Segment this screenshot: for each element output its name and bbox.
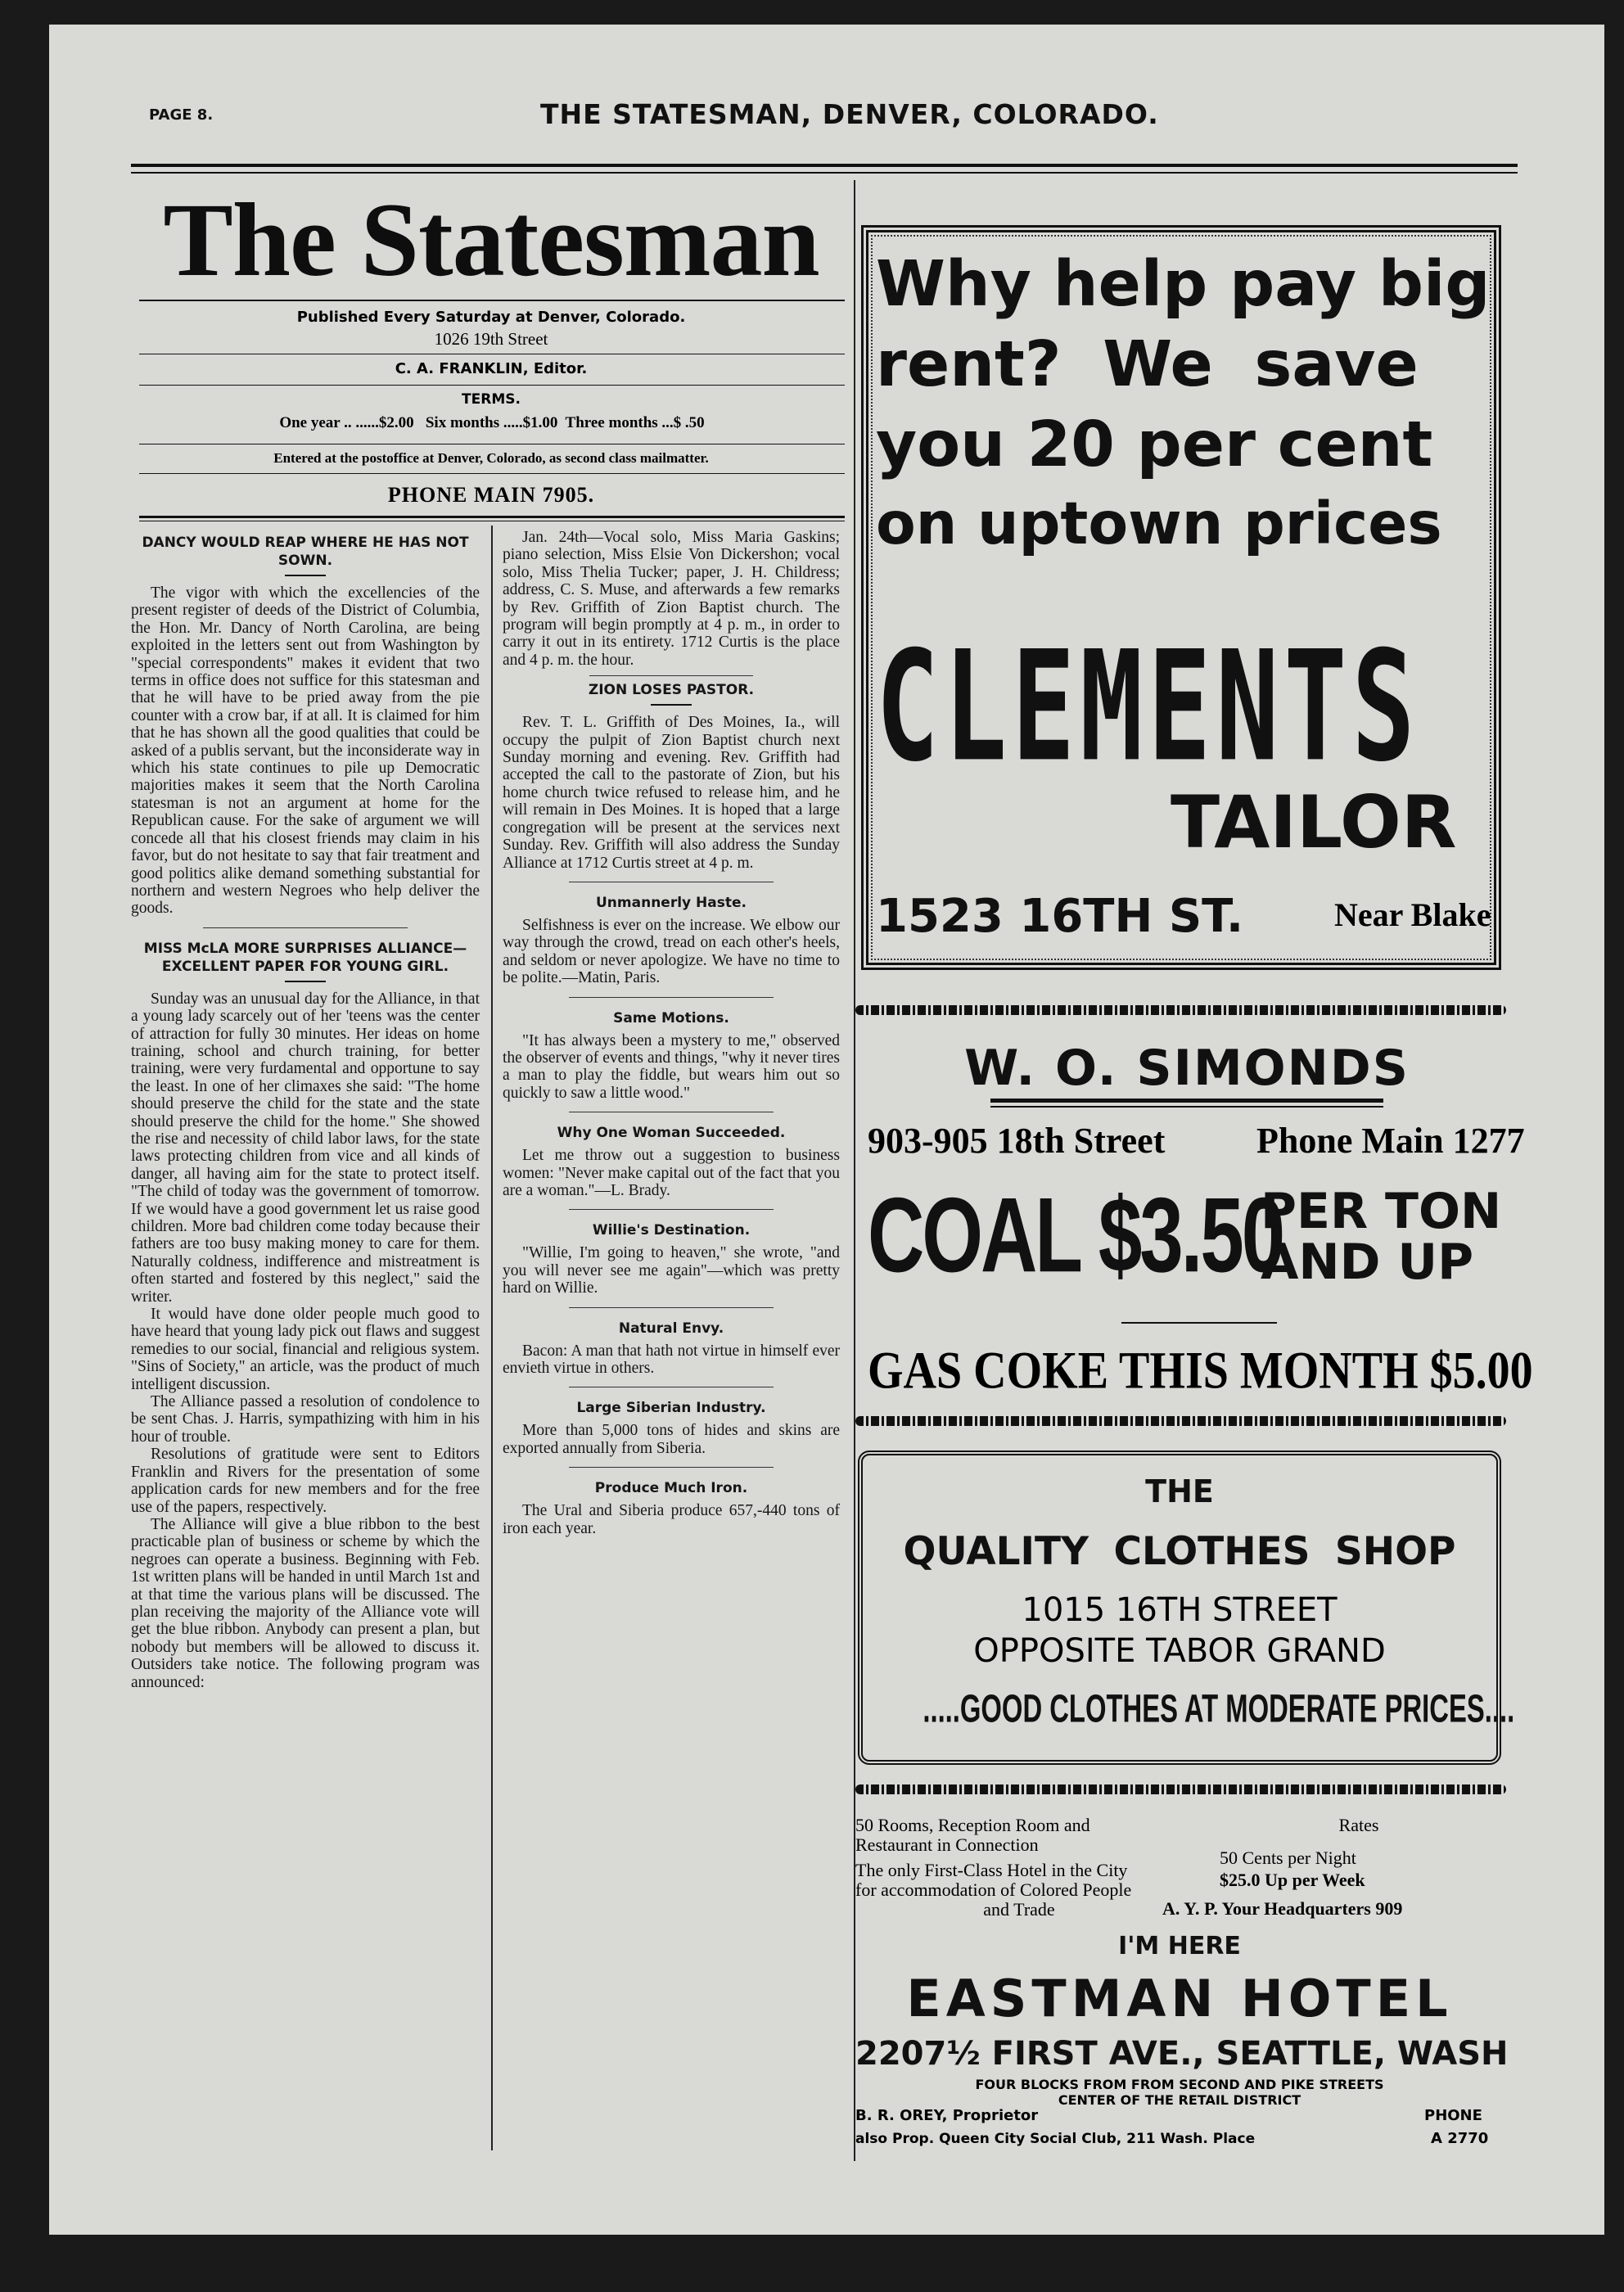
simonds-coke-wrap: [868, 1338, 1533, 1404]
article-headline: ZION LOSES PASTOR.: [588, 682, 755, 699]
clements-headline-1: Why help pay big: [876, 248, 1491, 321]
simonds-coal-price: COAL $3.50: [868, 1176, 1283, 1295]
rule: [569, 1209, 774, 1210]
quality-name: QUALITY CLOTHES SHOP: [903, 1529, 1456, 1574]
rule: [139, 473, 845, 474]
masthead-rule-thin: [131, 172, 1518, 174]
clements-headline-4: on uptown prices: [876, 490, 1442, 557]
clements-address: 1523 16TH ST.: [876, 890, 1244, 943]
rule: [589, 675, 753, 676]
simonds-and-up: AND UP: [1261, 1234, 1474, 1291]
eastman-blocks: FOUR BLOCKS FROM FROM SECOND AND PIKE STREETS: [975, 2077, 1384, 2092]
filler-headline: Large Siberian Industry.: [576, 1400, 766, 1417]
rule: [1121, 1322, 1277, 1324]
ornamental-border: [855, 1005, 1506, 1015]
eastman-only-1: The only First-Class Hotel in the City: [855, 1860, 1128, 1880]
eastman-proprietor: B. R. OREY, Proprietor: [855, 2107, 1039, 2124]
filler-body: Bacon: A man that hath not virtue in himself ever envieth virtue in others.: [503, 1342, 840, 1377]
filler-body: More than 5,000 tons of hides and skins are exported annually from Siberia.: [503, 1422, 840, 1457]
clements-name: CLEMENTS: [876, 619, 1420, 796]
eastman-rate-1: 50 Cents per Night: [1220, 1848, 1356, 1868]
rule: [569, 997, 774, 998]
postoffice-notice: Entered at the postoffice at Denver, Colorado, as second class mailmatter.: [273, 450, 709, 466]
ornamental-border: [855, 1416, 1506, 1426]
nameplate-title: The Statesman: [163, 182, 819, 298]
simonds-per-ton: PER TON: [1261, 1183, 1502, 1240]
clements-headline-2: rent? We save: [876, 328, 1419, 401]
eastman-rooms-1: 50 Rooms, Reception Room and: [855, 1815, 1090, 1835]
clements-name-wrap: [876, 619, 1420, 796]
simonds-address: 903-905 18th Street: [868, 1121, 1166, 1161]
eastman-name: EASTMAN HOTEL: [906, 1969, 1453, 2028]
article-paragraph: Resolutions of gratitude were sent to Editors Franklin and Rivers for the presentation of some application cards for new members and for the free use of the papers, respectively.: [131, 1446, 480, 1516]
article-body: The vigor with which the excellencies of the present register of deeds of the District of Columbia, the Hon. Mr. Dancy of North Carolina, are being exploited in the letters sent out from Washington by "special correspondents" makes it evident that two terms in office does not suffice for this statesman and that he will have to be pried away from the pie counter with a crow bar, if at all. It is claimed for him that he has shown all the good qualities that could be asked of a publis servant, but the inconsiderate way in which his state continues to pile up Democratic majorities makes it seem that the North Carolina statesman is not an argument at home for the Republican cause. For the sake of argument we will concede all that his closest friends may claim in his favor, but do not hesitate to say that fair treatment and good politics alike demand something substantial for northern and western Negroes who help deliver the goods.: [131, 584, 480, 918]
article-paragraph: The Alliance will give a blue ribbon to the best practicable plan of business or scheme by which the negroes can operate a business. Beginning with Feb. 1st written plans will be handed in until March 1st and at that time the various plans will be discussed. The plan receiving the majority of the Alliance vote will get the blue ribbon. Anybody can present a plan, but nobody but members will be allowed to discuss it. Outsiders take notice. The following program was announced:: [131, 1515, 480, 1691]
filler-body: "It has always been a mystery to me," observed the observer of events and things, "why it never tires a man to play the fiddle, but wears him out so quickly to saw a little wood.": [503, 1031, 840, 1102]
simonds-rule: [990, 1099, 1383, 1103]
eastman-phone: A 2770: [1431, 2130, 1489, 2147]
rule: [651, 704, 692, 706]
filler-body: The Ural and Siberia produce 657,-440 tons of iron each year.: [503, 1502, 840, 1537]
filler-headline: Same Motions.: [613, 1009, 729, 1026]
article-headline: MISS McLA MORE SURPRISES ALLIANCE—EXCELLENT PAPER FOR YOUNG GIRL.: [143, 940, 467, 975]
clements-near: Near Blake: [1334, 896, 1491, 933]
article-paragraph: Sunday was an unusual day for the Alliance, in that a young lady scarcely out of her 'teens was the center of attraction for fully 30 minutes. Her ideas on home training, school and church training, for better training, were very furdamental and opportune to say the least. In one of her climaxes she said: "The home should preserve the child for the state and the state should preserve the child for the home." She showed the rise and necessity of child labor laws, for the state laws protecting children from vice and all kinds of danger, all having aim for the state to protect itself. "The child of today was the government of tomorrow. If we would have a good government let us raise good children. More bad children come today because their fathers are too busy making money to care for them. Naturally coldness, indifference and mistreatment is often started and fostered by this neglect," said the writer.: [131, 990, 480, 1306]
column-1: [131, 529, 480, 1691]
article-paragraph: The Alliance passed a resolution of condolence to be sent Chas. J. Harris, sympathizing with him in his hour of trouble.: [131, 1393, 480, 1446]
eastman-also: also Prop. Queen City Social Club, 211 Wash. Place: [855, 2131, 1256, 2147]
clements-trade: TAILOR: [1171, 780, 1457, 864]
eastman-address: 2207½ FIRST AVE., SEATTLE, WASH: [855, 2035, 1509, 2073]
ornamental-border: [855, 1784, 1506, 1794]
nameplate-rule: [139, 300, 845, 301]
eastman-here: I'M HERE: [1118, 1932, 1241, 1960]
simonds-coal-wrap: [868, 1176, 1283, 1295]
article-body: Rev. T. L. Griffith of Des Moines, Ia., will occupy the pulpit of Zion Baptist church next Sunday morning and evening. Rev. Griffith had accepted the call to the pastorate of Zion, but his home church twice refused to release him, and he will remain in Des Moines. It is hoped that a large congregation will be present at the services next Sunday. Rev. Griffith will also address the Sunday Alliance at 1712 Curtis street at 4 p. m.: [503, 714, 840, 872]
eastman-phone-label: PHONE: [1424, 2107, 1482, 2124]
rule: [285, 575, 326, 576]
filler-headline: Unmannerly Haste.: [596, 894, 747, 911]
eastman-rate-2: $25.0 Up per Week: [1220, 1870, 1365, 1890]
editor-line: C. A. FRANKLIN, Editor.: [395, 360, 588, 377]
masthead-rule: [131, 164, 1518, 167]
eastman-only-2: for accommodation of Colored People: [855, 1879, 1132, 1900]
newspaper-page: [49, 25, 1604, 2235]
simonds-rule-thin: [990, 1106, 1383, 1108]
rule: [139, 516, 845, 518]
published-line: Published Every Saturday at Denver, Colorado.: [296, 309, 686, 326]
running-title: THE STATESMAN, DENVER, COLORADO.: [540, 98, 1159, 130]
phone-line: PHONE MAIN 7905.: [387, 483, 595, 507]
terms-label: TERMS.: [462, 391, 521, 408]
quality-opposite: OPPOSITE TABOR GRAND: [973, 1632, 1386, 1670]
filler-headline: Willie's Destination.: [592, 1222, 751, 1239]
terms-line: One year .. ......$2.00 Six months .....$1.00 Three months ...$ .50: [279, 414, 705, 431]
article-paragraph: Jan. 24th—Vocal solo, Miss Maria Gaskins; piano selection, Miss Elsie Von Dickershon; vocal solo, Miss Thelia Tucker; paper, J. H. Childress; address, C. S. Muse, and afterwards a few remarks by Rev. Griffith of Zion Baptist church. The program will begin promptly at 4 p. m., in order to carry it out in its entirety. 1712 Curtis is the place and 4 p. m. the hour.: [503, 529, 840, 669]
rule: [139, 385, 845, 386]
clements-headline-3: you 20 per cent: [876, 408, 1433, 481]
eastman-center: CENTER OF THE RETAIL DISTRICT: [1058, 2092, 1301, 2108]
filler-headline: Why One Woman Succeeded.: [557, 1125, 786, 1142]
rule: [203, 927, 408, 928]
filler-body: "Willie, I'm going to heaven," she wrote, "and you will never see me again"—which was pretty hard on Willie.: [503, 1244, 840, 1297]
rule: [285, 981, 326, 982]
column-2: [503, 529, 840, 1537]
column-divider: [491, 526, 493, 2150]
simonds-name: W. O. SIMONDS: [964, 1040, 1410, 1097]
article-paragraph: It would have done older people much good to have heard that young lady pick out flaws and suggest remedies to our social, financial and religious system. "Sins of Society," an article, was the product of much intelligent discussion.: [131, 1306, 480, 1393]
page-number: PAGE 8.: [149, 106, 214, 124]
article-headline: DANCY WOULD REAP WHERE HE HAS NOT SOWN.: [142, 535, 469, 569]
quality-address: 1015 16TH STREET: [1022, 1591, 1338, 1629]
rule: [569, 1467, 774, 1468]
filler-headline: Produce Much Iron.: [594, 1480, 748, 1497]
quality-slogan: .....GOOD CLOTHES AT MODERATE PRICES....: [923, 1687, 1515, 1731]
quality-slogan-wrap: [858, 1686, 1515, 1732]
simonds-coke: GAS COKE THIS MONTH $5.00: [868, 1342, 1533, 1401]
filler-body: Let me throw out a suggestion to business women: "Never make capital out of the fact that you are a woman."—L. Brady.: [503, 1147, 840, 1199]
eastman-ayp: A. Y. P. Your Headquarters 909: [1162, 1898, 1403, 1919]
simonds-phone: Phone Main 1277: [1256, 1121, 1525, 1161]
eastman-only-3: and Trade: [983, 1899, 1055, 1920]
filler-headline: Natural Envy.: [618, 1320, 724, 1337]
quality-the: THE: [1145, 1473, 1214, 1509]
office-address: 1026 19th Street: [434, 329, 548, 349]
eastman-rooms-2: Restaurant in Connection: [855, 1834, 1039, 1855]
filler-body: Selfishness is ever on the increase. We elbow our way through the crowd, tread on each other's heels, and seldom or never apologize. We have no time to be polite.—Matin, Paris.: [503, 916, 840, 987]
eastman-rates-label: Rates: [1338, 1815, 1379, 1835]
rule: [569, 1307, 774, 1308]
